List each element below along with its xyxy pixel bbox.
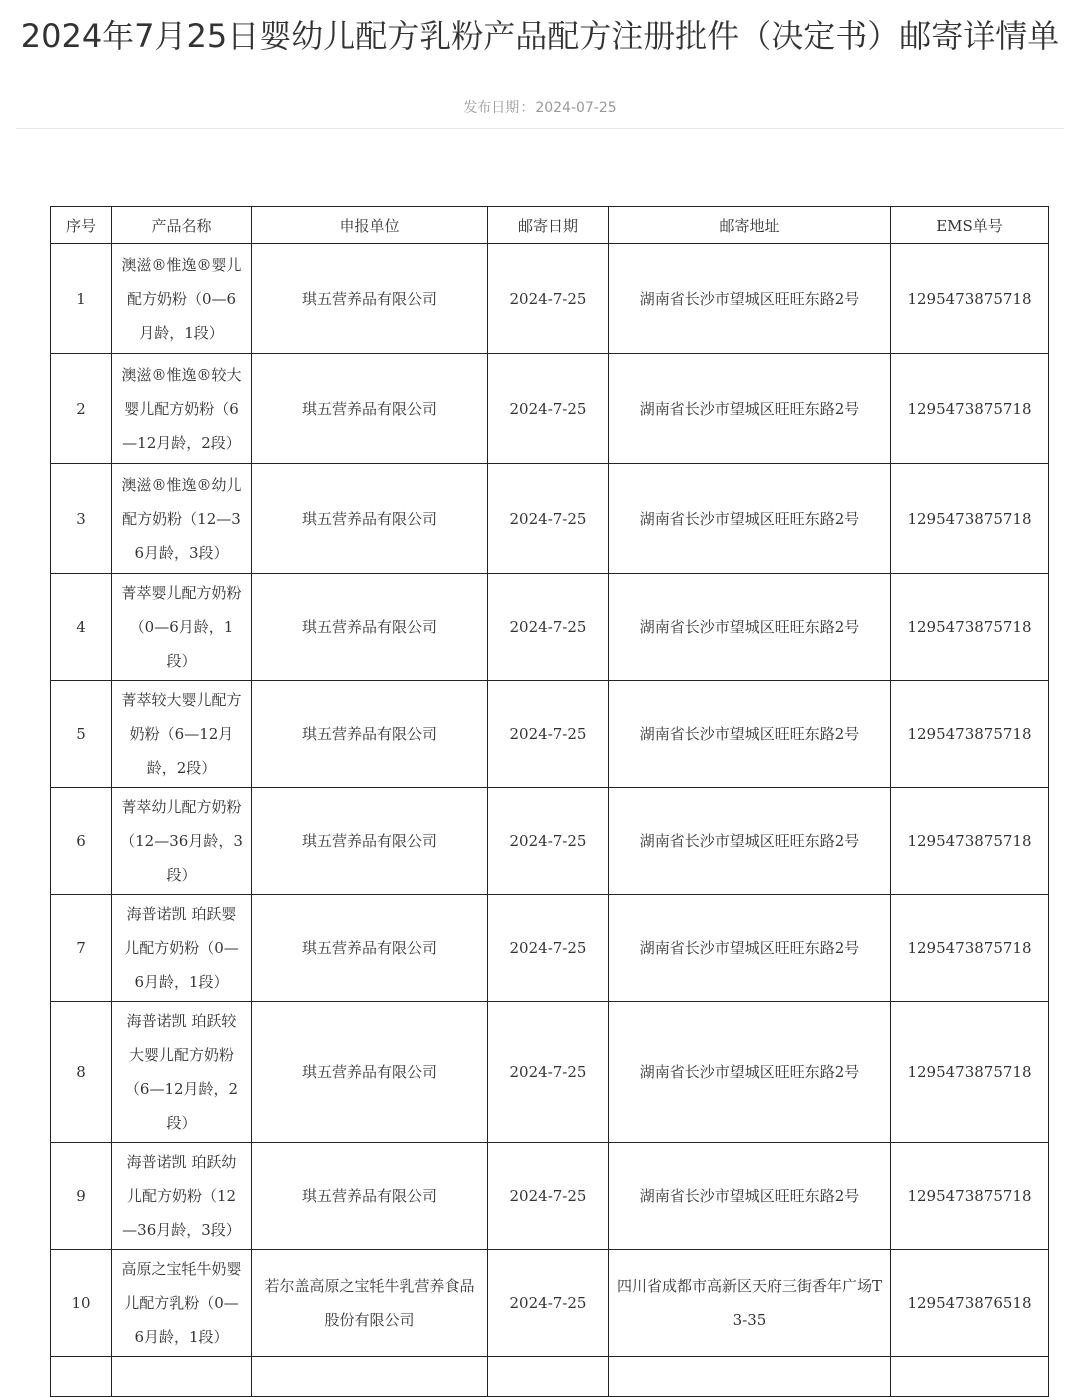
cell-product: 菁萃幼儿配方奶粉（12—36月龄，3段） <box>112 788 252 895</box>
cell-ems: 1295473875718 <box>891 354 1049 464</box>
cell-no: 10 <box>51 1250 112 1357</box>
table-row-partial <box>51 1357 1049 1397</box>
cell-applicant: 琪五营养品有限公司 <box>252 464 488 574</box>
table-row <box>51 244 1049 354</box>
cell-product: 澳滋®惟逸®婴儿配方奶粉（0—6月龄，1段） <box>112 244 252 354</box>
cell-ems: 1295473875718 <box>891 244 1049 354</box>
cell-product: 海普诺凯 珀跃婴儿配方奶粉（0—6月龄，1段） <box>112 895 252 1002</box>
cell-address: 湖南省长沙市望城区旺旺东路2号 <box>609 1002 891 1143</box>
cell-applicant: 琪五营养品有限公司 <box>252 788 488 895</box>
table-row <box>51 788 1049 895</box>
cell-ems: 1295473875718 <box>891 1002 1049 1143</box>
cell-no: 7 <box>51 895 112 1002</box>
cell-applicant: 琪五营养品有限公司 <box>252 1143 488 1250</box>
cell-no: 4 <box>51 574 112 681</box>
cell-product: 高原之宝牦牛奶婴儿配方乳粉（0—6月龄，1段） <box>112 1250 252 1357</box>
cell-ems: 1295473875718 <box>891 1143 1049 1250</box>
cell-no: 8 <box>51 1002 112 1143</box>
header-no: 序号 <box>51 207 112 244</box>
cell-no: 2 <box>51 354 112 464</box>
cell-address: 四川省成都市高新区天府三街香年广场T3-35 <box>609 1250 891 1357</box>
title-divider <box>16 128 1064 129</box>
table-row <box>51 354 1049 464</box>
cell-ems: 1295473875718 <box>891 574 1049 681</box>
mailing-details-table <box>50 206 1049 1397</box>
cell-mail-date: 2024-7-25 <box>488 354 609 464</box>
cell-address: 湖南省长沙市望城区旺旺东路2号 <box>609 464 891 574</box>
cell-ems: 1295473875718 <box>891 464 1049 574</box>
table-row <box>51 464 1049 574</box>
cell-mail-date: 2024-7-25 <box>488 1250 609 1357</box>
cell-product: 海普诺凯 珀跃幼儿配方奶粉（12—36月龄，3段） <box>112 1143 252 1250</box>
cell-empty <box>488 1357 609 1397</box>
cell-applicant: 琪五营养品有限公司 <box>252 574 488 681</box>
cell-mail-date: 2024-7-25 <box>488 244 609 354</box>
cell-product: 澳滋®惟逸®较大婴儿配方奶粉（6—12月龄，2段） <box>112 354 252 464</box>
cell-empty <box>51 1357 112 1397</box>
table-row <box>51 1143 1049 1250</box>
table-row <box>51 681 1049 788</box>
cell-address: 湖南省长沙市望城区旺旺东路2号 <box>609 681 891 788</box>
cell-mail-date: 2024-7-25 <box>488 1143 609 1250</box>
cell-address: 湖南省长沙市望城区旺旺东路2号 <box>609 574 891 681</box>
cell-ems: 1295473875718 <box>891 788 1049 895</box>
header-applicant: 申报单位 <box>252 207 488 244</box>
cell-ems: 1295473875718 <box>891 895 1049 1002</box>
cell-mail-date: 2024-7-25 <box>488 895 609 1002</box>
table-row <box>51 1250 1049 1357</box>
cell-applicant: 若尔盖高原之宝牦牛乳营养食品股份有限公司 <box>252 1250 488 1357</box>
header-mail-date: 邮寄日期 <box>488 207 609 244</box>
cell-no: 6 <box>51 788 112 895</box>
cell-address: 湖南省长沙市望城区旺旺东路2号 <box>609 1143 891 1250</box>
publish-date <box>0 98 1080 118</box>
cell-mail-date: 2024-7-25 <box>488 1002 609 1143</box>
cell-ems: 1295473875718 <box>891 681 1049 788</box>
cell-mail-date: 2024-7-25 <box>488 788 609 895</box>
page-title: 2024年7月25日婴幼儿配方乳粉产品配方注册批件（决定书）邮寄详情单 <box>20 17 1060 55</box>
table-header-row <box>51 207 1049 244</box>
cell-applicant: 琪五营养品有限公司 <box>252 244 488 354</box>
cell-no: 1 <box>51 244 112 354</box>
cell-address: 湖南省长沙市望城区旺旺东路2号 <box>609 244 891 354</box>
publish-date-label: 发布日期 <box>463 100 520 116</box>
cell-address: 湖南省长沙市望城区旺旺东路2号 <box>609 354 891 464</box>
header-ems: EMS单号 <box>891 207 1049 244</box>
cell-no: 5 <box>51 681 112 788</box>
cell-product: 菁萃较大婴儿配方奶粉（6—12月龄，2段） <box>112 681 252 788</box>
cell-mail-date: 2024-7-25 <box>488 681 609 788</box>
cell-address: 湖南省长沙市望城区旺旺东路2号 <box>609 895 891 1002</box>
table-row <box>51 895 1049 1002</box>
cell-address: 湖南省长沙市望城区旺旺东路2号 <box>609 788 891 895</box>
cell-mail-date: 2024-7-25 <box>488 464 609 574</box>
publish-date-separator: ： <box>520 100 535 116</box>
cell-empty <box>609 1357 891 1397</box>
cell-empty <box>252 1357 488 1397</box>
cell-no: 3 <box>51 464 112 574</box>
cell-product: 海普诺凯 珀跃较大婴儿配方奶粉（6—12月龄，2段） <box>112 1002 252 1143</box>
cell-mail-date: 2024-7-25 <box>488 574 609 681</box>
cell-product: 澳滋®惟逸®幼儿配方奶粉（12—36月龄，3段） <box>112 464 252 574</box>
cell-applicant: 琪五营养品有限公司 <box>252 354 488 464</box>
cell-empty <box>112 1357 252 1397</box>
publish-date-value: 2024-07-25 <box>535 100 617 116</box>
cell-applicant: 琪五营养品有限公司 <box>252 681 488 788</box>
table-row <box>51 574 1049 681</box>
table-row <box>51 1002 1049 1143</box>
header-product: 产品名称 <box>112 207 252 244</box>
cell-empty <box>891 1357 1049 1397</box>
cell-product: 菁萃婴儿配方奶粉（0—6月龄，1段） <box>112 574 252 681</box>
cell-applicant: 琪五营养品有限公司 <box>252 1002 488 1143</box>
cell-ems: 1295473876518 <box>891 1250 1049 1357</box>
cell-applicant: 琪五营养品有限公司 <box>252 895 488 1002</box>
cell-no: 9 <box>51 1143 112 1250</box>
header-address: 邮寄地址 <box>609 207 891 244</box>
